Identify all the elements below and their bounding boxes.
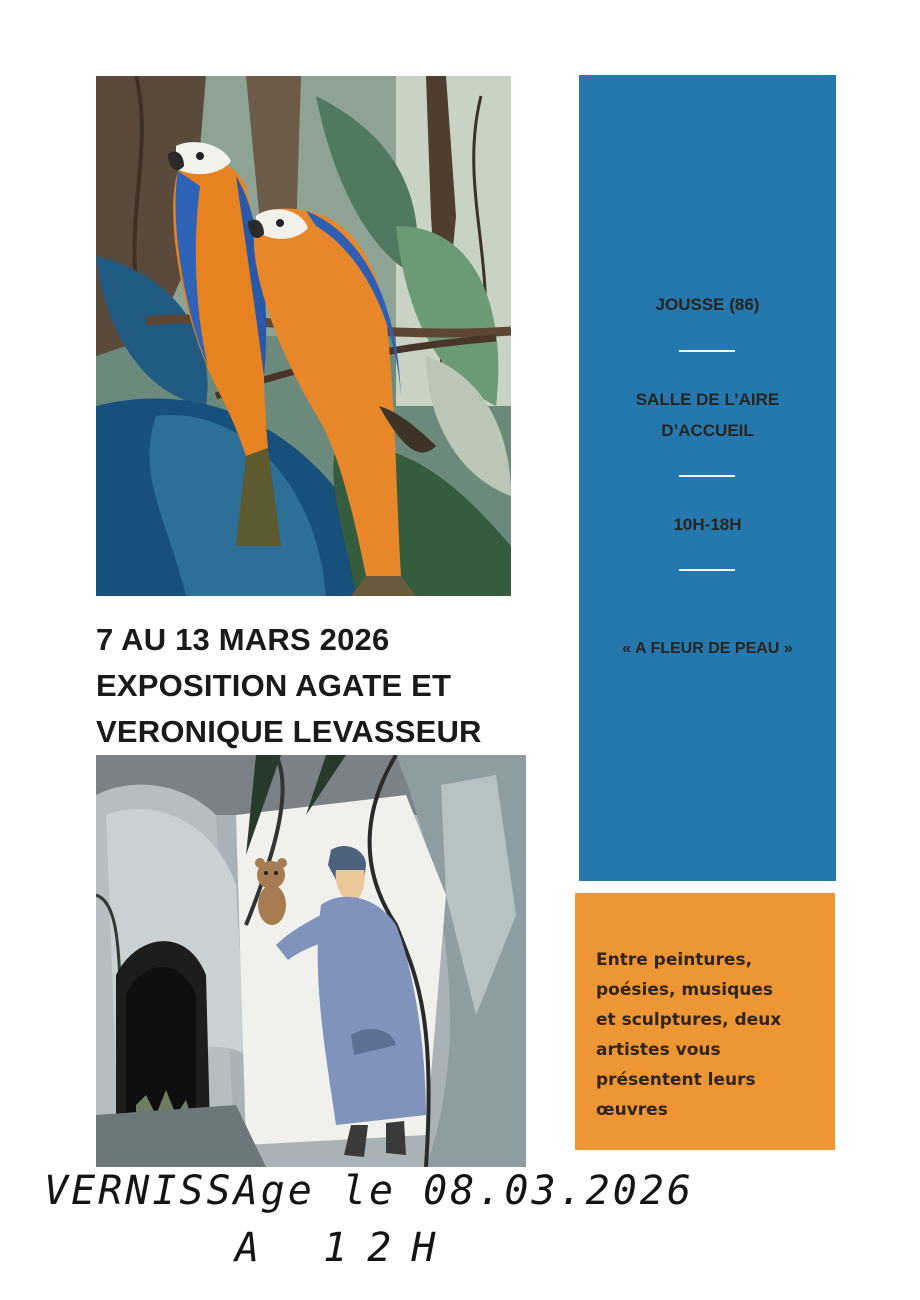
description-line: artistes vous — [596, 1040, 721, 1060]
headline-exhibition: EXPOSITION AGATE ET — [96, 668, 452, 703]
location-text: JOUSSE (86) — [655, 295, 760, 314]
description-line: Entre peintures, — [596, 950, 753, 970]
divider — [679, 569, 735, 571]
teddy-bear-painting — [96, 755, 526, 1167]
description-text — [596, 945, 826, 1125]
handwritten-vernissage-date: VERNISSAge le 08.03.2026 — [44, 1168, 694, 1214]
description-line: poésies, musiques — [596, 980, 774, 1000]
venue-line-1: SALLE DE L’AIRE — [635, 390, 780, 409]
description-line: présentent leurs — [596, 1070, 756, 1090]
info-panel — [579, 75, 836, 881]
exhibition-title: « A FLEUR DE PEAU » — [622, 640, 793, 657]
description-line: œuvres — [596, 1100, 668, 1120]
divider — [679, 475, 735, 477]
divider — [679, 350, 735, 352]
exhibition-headline — [96, 617, 566, 755]
parrots-painting — [96, 76, 511, 596]
description-line: et sculptures, deux — [596, 1010, 782, 1030]
headline-dates: 7 AU 13 MARS 2026 — [96, 622, 390, 657]
hours-text: 10H-18H — [673, 515, 742, 534]
description-panel — [575, 893, 835, 1150]
venue-line-2: D’ACCUEIL — [661, 421, 754, 440]
headline-artist: VERONIQUE LEVASSEUR — [96, 714, 482, 749]
handwritten-vernissage-time: A 12H — [235, 1225, 456, 1271]
